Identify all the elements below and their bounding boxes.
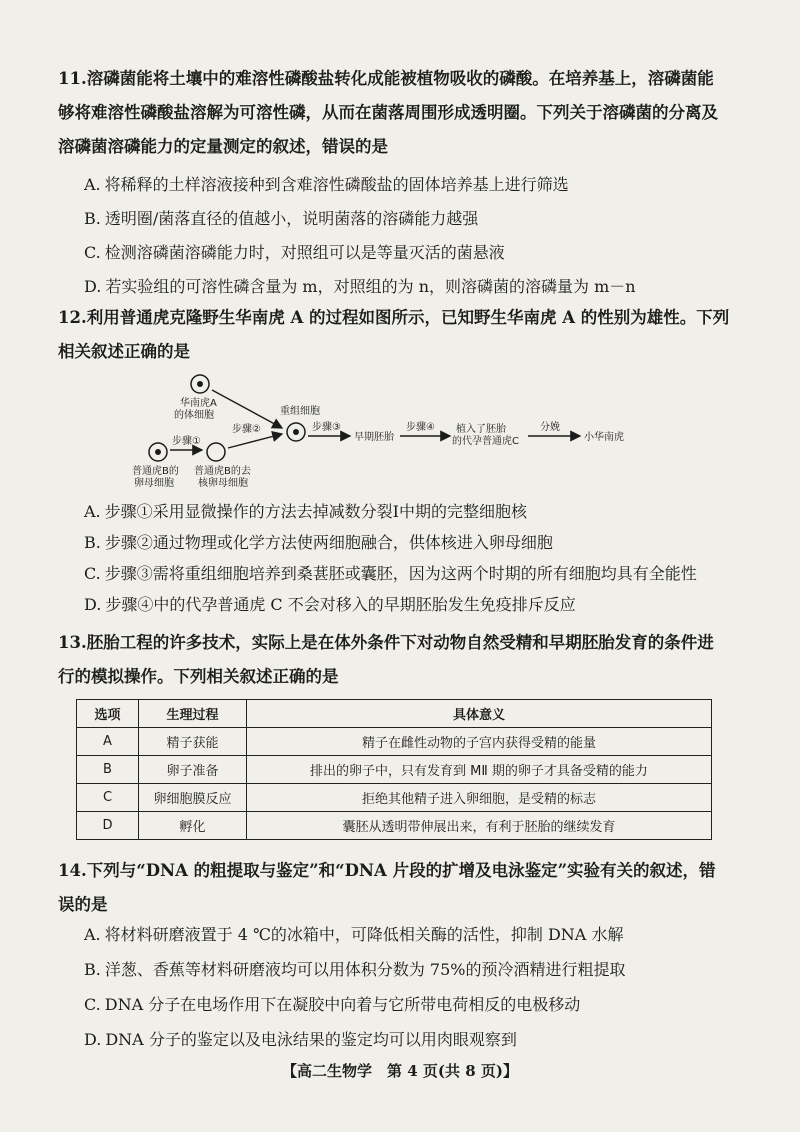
question-text: 胚胎工程的许多技术，实际上是在体外条件下对动物自然受精和早期胚胎发育的条件进行的模拟操作。下列相关叙述正确的是 — [58, 633, 714, 686]
enucleated-egg-icon — [207, 443, 225, 461]
table-header-row — [77, 700, 712, 728]
q11-option-d: D. 若实验组的可溶性磷含量为 m，对照组的为 n，则溶磷菌的溶磷量为 m－n — [84, 277, 636, 296]
q11-option-c: C. 检测溶磷菌溶磷能力时，对照组可以是等量灭活的菌悬液 — [84, 243, 505, 262]
q12-option-d: D. 步骤④中的代孕普通虎 C 不会对移入的早期胚胎发生免疫排斥反应 — [84, 595, 576, 614]
question-number: 11. — [58, 69, 87, 88]
egg-b-label-1: 普通虎B的 — [132, 466, 179, 477]
question-12-stem — [58, 301, 730, 369]
enucleated-label-2: 核卵母细胞 — [198, 478, 248, 489]
q13-table — [76, 699, 712, 840]
question-number: 12. — [58, 308, 87, 327]
question-14-stem — [58, 854, 730, 922]
page-footer: 【高二生物学 第 4 页(共 8 页)】 — [282, 1062, 518, 1080]
enucleated-label-1: 普通虎B的去 — [194, 466, 251, 477]
header-process: 生理过程 — [139, 700, 247, 728]
recombinant-label: 重组细胞 — [280, 406, 320, 417]
question-13-stem — [58, 626, 730, 694]
q12-option-c: C. 步骤③需将重组细胞培养到桑葚胚或囊胚，因为这两个时期的所有细胞均具有全能性 — [84, 564, 697, 583]
question-text: 下列与“DNA 的粗提取与鉴定”和“DNA 片段的扩增及电泳鉴定”实验有关的叙述，错误的是 — [58, 861, 716, 914]
table-row: C 卵细胞膜反应 拒绝其他精子进入卵细胞，是受精的标志 — [77, 784, 712, 812]
step-1-label: 步骤① — [172, 436, 201, 447]
q12-option-a: A. 步骤①采用显微操作的方法去掉减数分裂Ⅰ中期的完整细胞核 — [84, 502, 527, 521]
table-row: D 孵化 囊胚从透明带伸展出来，有利于胚胎的继续发育 — [77, 812, 712, 840]
cell-a-label-1: 华南虎A — [180, 398, 217, 409]
birth-label: 分娩 — [540, 422, 560, 433]
early-embryo-label: 早期胚胎 — [354, 432, 394, 443]
question-11-stem — [58, 62, 730, 164]
egg-b-label-2: 卵母细胞 — [134, 478, 174, 489]
cloning-process-diagram — [110, 370, 670, 495]
offspring-label: 小华南虎 — [584, 432, 624, 443]
table-row: A 精子获能 精子在雌性动物的子宫内获得受精的能量 — [77, 728, 712, 756]
question-number: 13. — [58, 633, 87, 652]
header-meaning: 具体意义 — [247, 700, 712, 728]
q12-option-b: B. 步骤②通过物理或化学方法使两细胞融合，供体核进入卵母细胞 — [84, 533, 553, 552]
surrogate-label-2: 的代孕普通虎C — [452, 436, 519, 447]
cell-a-label-2: 的体细胞 — [174, 410, 214, 421]
q11-option-a: A. 将稀释的土样溶液接种到含难溶性磷酸盐的固体培养基上进行筛选 — [84, 175, 569, 194]
q14-option-a: A. 将材料研磨液置于 4 ℃的冰箱中，可降低相关酶的活性，抑制 DNA 水解 — [84, 925, 624, 944]
step-4-label: 步骤④ — [406, 422, 435, 433]
question-text: 溶磷菌能将土壤中的难溶性磷酸盐转化成能被植物吸收的磷酸。在培养基上，溶磷菌能够将难溶性磷酸盐溶解为可溶性磷，从而在菌落周围形成透明圈。下列关于溶磷菌的分离及溶磷菌溶磷能力的定量测定的叙述，错误的是 — [58, 69, 718, 156]
surrogate-label-1: 植入了胚胎 — [456, 424, 506, 435]
table-row: B 卵子准备 排出的卵子中，只有发育到 MⅡ 期的卵子才具备受精的能力 — [77, 756, 712, 784]
q11-option-b: B. 透明圈/菌落直径的值越小，说明菌落的溶磷能力越强 — [84, 209, 479, 228]
q14-option-c: C. DNA 分子在电场作用下在凝胶中向着与它所带电荷相反的电极移动 — [84, 995, 581, 1014]
q14-option-b: B. 洋葱、香蕉等材料研磨液均可以用体积分数为 75%的预冷酒精进行粗提取 — [84, 960, 626, 979]
step-3-label: 步骤③ — [312, 422, 341, 433]
header-option: 选项 — [77, 700, 139, 728]
question-number: 14. — [58, 861, 87, 880]
step-2-label: 步骤② — [232, 424, 261, 435]
q14-option-d: D. DNA 分子的鉴定以及电泳结果的鉴定均可以用肉眼观察到 — [84, 1030, 517, 1049]
question-text: 利用普通虎克隆野生华南虎 A 的过程如图所示，已知野生华南虎 A 的性别为雄性。下列相关叙述正确的是 — [58, 308, 730, 361]
